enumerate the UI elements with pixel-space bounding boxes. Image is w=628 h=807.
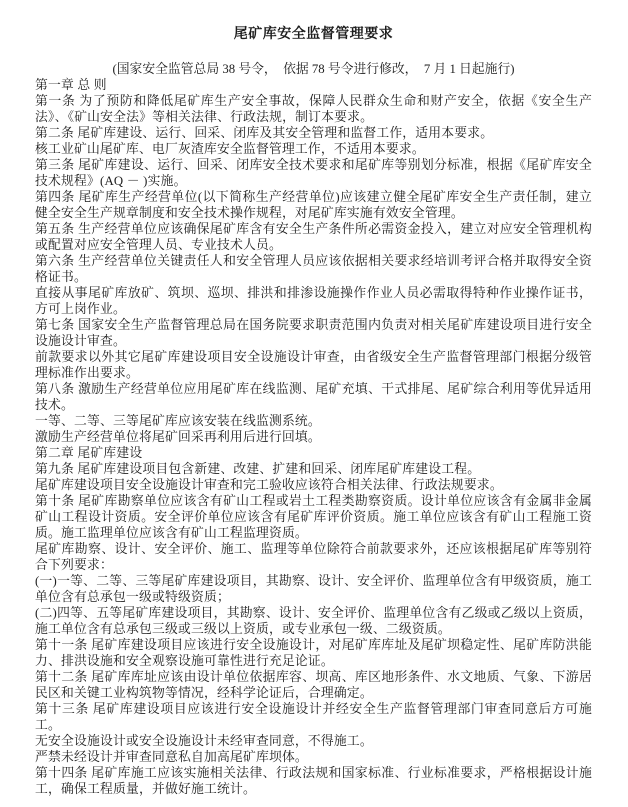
paragraph: 第八条 激励生产经营单位应用尾矿库在线监测、尾矿充填、干式排尾、尾矿综合利用等优异适用技术。: [35, 382, 592, 412]
paragraph: 第十二条 尾矿库库址应该由设计单位依据库容、坝高、库区地形条件、水文地质、气象、下游居民区和关键工业构筑物等情况，经科学论证后，合理确定。: [35, 670, 592, 700]
paragraph: 第一条 为了预防和降低尾矿库生产安全事故，保障人民群众生命和财产安全，依据《安全生产法》、《矿山安全法》等相关法律、行政法规，制订本要求。: [35, 94, 592, 124]
document-body: [35, 77, 592, 797]
paragraph: 第十一条 尾矿库建设项目应该进行安全设施设计，对尾矿库库址及尾矿坝稳定性、尾矿库防洪能力、排洪设施和安全观察设施可靠性进行充足论证。: [35, 638, 592, 668]
paragraph: 第十四条 尾矿库施工应该实施相关法律、行政法规和国家标准、行业标准要求，严格根据设计施工，确保工程质量，并做好施工统计。: [35, 766, 592, 796]
paragraph: 第二条 尾矿库建设、运行、回采、闭库及其安全管理和监督工作，适用本要求。: [35, 126, 494, 140]
paragraph: (一)一等、二等、三等尾矿库建设项目，其勘察、设计、安全评价、监理单位含有甲级资质，施工单位含有总承包一级或特级资质；: [35, 574, 592, 604]
paragraph: 尾矿库勘察、设计、安全评价、施工、监理等单位除符合前款要求外，还应该根据尾矿库等别符合下列要求：: [35, 542, 592, 572]
paragraph: 第一章 总 则: [35, 78, 107, 92]
document-title: 尾矿库安全监督管理要求: [233, 27, 394, 42]
paragraph: 一等、二等、三等尾矿库应该安装在线监测系统。: [35, 414, 321, 428]
paragraph: 第十三条 尾矿库建设项目应该进行安全设施设计并经安全生产监督管理部门审查同意后方可施工。: [35, 702, 592, 732]
paragraph: 第四条 尾矿库生产经营单位(以下简称生产经营单位)应该建立健全尾矿库安全生产责任制，建立健全安全生产规章制度和安全技术操作规程，对尾矿库实施有效安全管理。: [35, 190, 592, 220]
paragraph: 严禁未经设计并审查同意私自加高尾矿库坝体。: [35, 750, 308, 764]
paragraph: 直接从事尾矿库放矿、筑坝、巡坝、排洪和排渗设施操作作业人员必需取得特种作业操作证书，方可上岗作业。: [35, 286, 592, 316]
paragraph: 无安全设施设计或安全设施设计未经审查同意，不得施工。: [35, 734, 373, 748]
paragraph: 第二章 尾矿库建设: [35, 446, 143, 460]
paragraph: 尾矿库建设项目安全设施设计审查和完工验收应该符合相关法律、行政法规要求。: [35, 478, 503, 492]
paragraph: 第七条 国家安全生产监督管理总局在国务院要求职责范围内负责对相关尾矿库建设项目进行安全设施设计审查。: [35, 318, 592, 348]
paragraph: 激励生产经营单位将尾矿回采再利用后进行回填。: [35, 430, 321, 444]
paragraph: 第五条 生产经营单位应该确保尾矿库含有安全生产条件所必需资金投入，建立对应安全管理机构或配置对应安全管理人员、专业技术人员。: [35, 222, 592, 252]
paragraph: 第三条 尾矿库建设、运行、回采、闭库安全技术要求和尾矿库等别划分标准，根据《尾矿库安全技术规程》(AQ － )实施。: [35, 158, 592, 188]
paragraph: 第九条 尾矿库建设项目包含新建、改建、扩建和回采、闭库尾矿库建设工程。: [35, 462, 481, 476]
paragraph: 第十条 尾矿库勘察单位应该含有矿山工程或岩土工程类勘察资质。设计单位应该含有金属非金属矿山工程设计资质。安全评价单位应该含有尾矿库评价资质。施工单位应该含有矿山工程施工资质。施工监理单位应该含有矿山工程监理资质。: [35, 494, 592, 540]
paragraph: 前款要求以外其它尾矿库建设项目安全设施设计审查，由省级安全生产监督管理部门根据分级管理标准作出要求。: [35, 350, 592, 380]
paragraph: 核工业矿山尾矿库、电厂灰渣库安全监督管理工作，不适用本要求。: [35, 142, 425, 156]
paragraph: (二)四等、五等尾矿库建设项目，其勘察、设计、安全评价、监理单位含有乙级或乙级以上资质，施工单位含有总承包三级或三级以上资质，或专业承包一级、二级资质。: [35, 606, 592, 636]
paragraph: 第六条 生产经营单位关键责任人和安全管理人员应该依据相关要求经培训考评合格并取得安全资格证书。: [35, 254, 592, 284]
document-subtitle: (国家安全监管总局 38 号令， 依据 78 号令进行修改， 7 月 1 日起施行): [112, 62, 515, 76]
